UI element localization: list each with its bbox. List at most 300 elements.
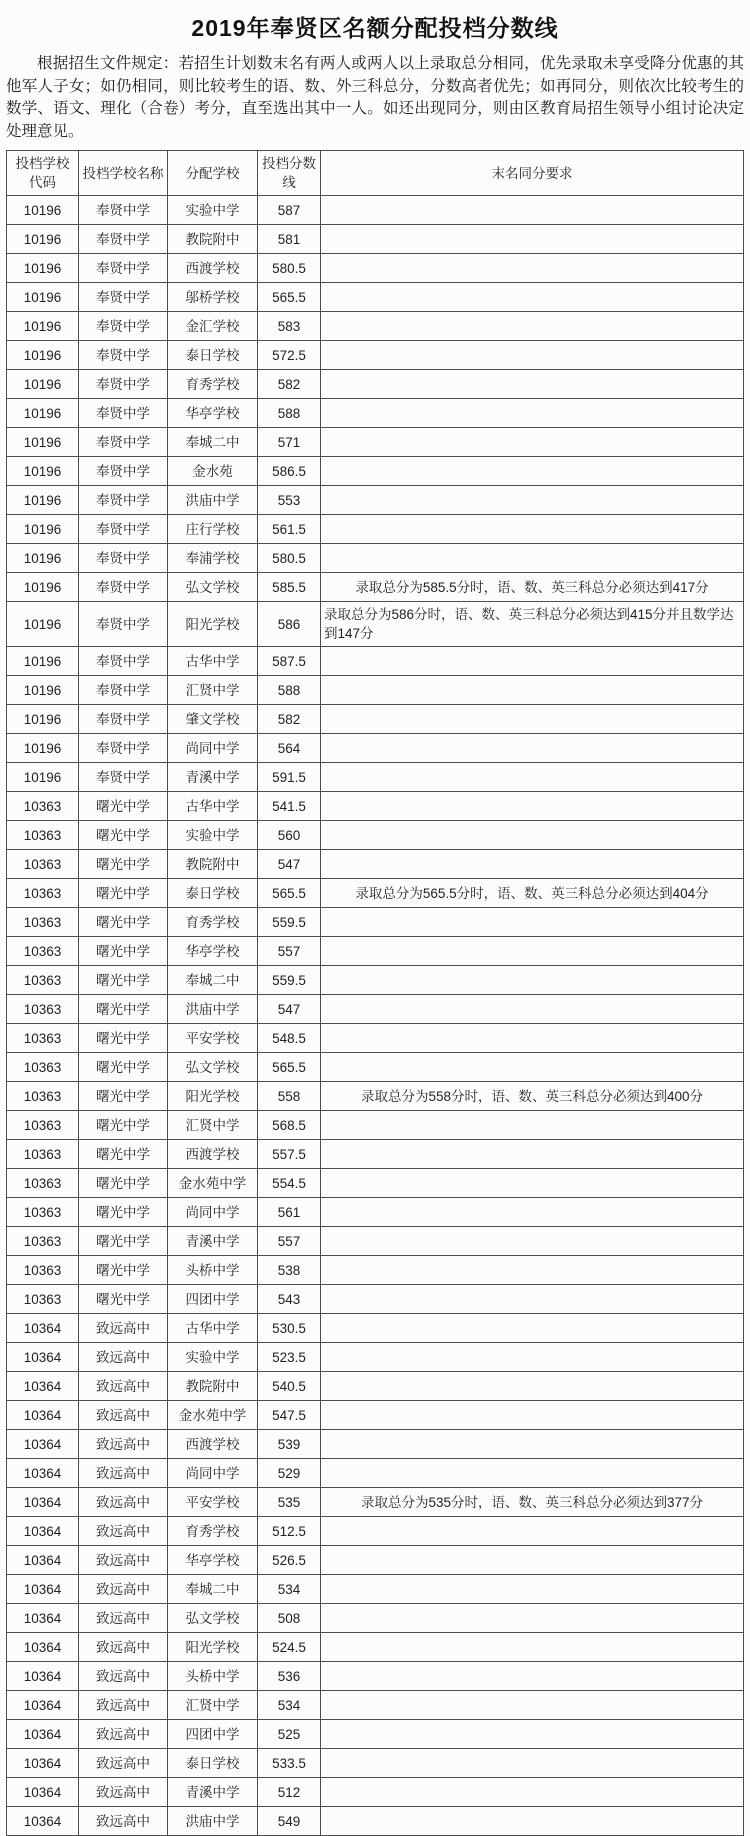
score-line-cell: 565.5 bbox=[258, 879, 321, 908]
school-name-cell: 曙光中学 bbox=[79, 995, 168, 1024]
school-code-cell: 10364 bbox=[7, 1720, 79, 1749]
table-row bbox=[7, 428, 744, 457]
school-code-cell: 10363 bbox=[7, 966, 79, 995]
school-code-cell: 10196 bbox=[7, 225, 79, 254]
header-allocated-school: 分配学校 bbox=[168, 151, 258, 196]
score-line-cell: 529 bbox=[258, 1459, 321, 1488]
score-line-cell: 564 bbox=[258, 734, 321, 763]
allocated-school-cell: 古华中学 bbox=[168, 792, 258, 821]
school-name-cell: 曙光中学 bbox=[79, 1285, 168, 1314]
allocated-school-cell: 金水苑 bbox=[168, 457, 258, 486]
allocated-school-cell: 实验中学 bbox=[168, 1343, 258, 1372]
table-row bbox=[7, 602, 744, 647]
score-line-cell: 582 bbox=[258, 705, 321, 734]
school-name-cell: 奉贤中学 bbox=[79, 457, 168, 486]
allocated-school-cell: 汇贤中学 bbox=[168, 1111, 258, 1140]
score-line-cell: 591.5 bbox=[258, 763, 321, 792]
school-code-cell: 10363 bbox=[7, 1111, 79, 1140]
allocated-school-cell: 四团中学 bbox=[168, 1720, 258, 1749]
school-name-cell: 奉贤中学 bbox=[79, 676, 168, 705]
remark-cell bbox=[321, 457, 744, 486]
allocated-school-cell: 实验中学 bbox=[168, 821, 258, 850]
school-code-cell: 10364 bbox=[7, 1691, 79, 1720]
allocated-school-cell: 平安学校 bbox=[168, 1024, 258, 1053]
school-code-cell: 10196 bbox=[7, 515, 79, 544]
score-line-cell: 540.5 bbox=[258, 1372, 321, 1401]
school-code-cell: 10363 bbox=[7, 850, 79, 879]
school-name-cell: 致远高中 bbox=[79, 1575, 168, 1604]
school-name-cell: 曙光中学 bbox=[79, 792, 168, 821]
table-row bbox=[7, 515, 744, 544]
header-school-code: 投档学校代码 bbox=[7, 151, 79, 196]
table-row bbox=[7, 544, 744, 573]
score-line-cell: 534 bbox=[258, 1691, 321, 1720]
school-name-cell: 致远高中 bbox=[79, 1401, 168, 1430]
school-name-cell: 曙光中学 bbox=[79, 821, 168, 850]
allocated-school-cell: 华亭学校 bbox=[168, 1546, 258, 1575]
school-code-cell: 10364 bbox=[7, 1807, 79, 1836]
remark-cell bbox=[321, 1256, 744, 1285]
remark-cell bbox=[321, 763, 744, 792]
allocated-school-cell: 洪庙中学 bbox=[168, 486, 258, 515]
table-row bbox=[7, 705, 744, 734]
remark-cell bbox=[321, 705, 744, 734]
school-code-cell: 10196 bbox=[7, 196, 79, 225]
remark-cell bbox=[321, 1546, 744, 1575]
table-row bbox=[7, 312, 744, 341]
school-code-cell: 10363 bbox=[7, 1285, 79, 1314]
score-line-cell: 538 bbox=[258, 1256, 321, 1285]
table-row bbox=[7, 1024, 744, 1053]
score-line-cell: 541.5 bbox=[258, 792, 321, 821]
remark-cell bbox=[321, 1401, 744, 1430]
allocated-school-cell: 庄行学校 bbox=[168, 515, 258, 544]
score-line-cell: 557.5 bbox=[258, 1140, 321, 1169]
school-code-cell: 10363 bbox=[7, 1256, 79, 1285]
remark-cell bbox=[321, 196, 744, 225]
score-line-cell: 572.5 bbox=[258, 341, 321, 370]
score-line-cell: 557 bbox=[258, 937, 321, 966]
school-code-cell: 10363 bbox=[7, 908, 79, 937]
remark-cell bbox=[321, 225, 744, 254]
remark-cell bbox=[321, 399, 744, 428]
table-header-row bbox=[7, 151, 744, 196]
table-row bbox=[7, 1169, 744, 1198]
remark-cell: 录取总分为558分时，语、数、英三科总分必须达到400分 bbox=[321, 1082, 744, 1111]
remark-cell bbox=[321, 1633, 744, 1662]
score-line-cell: 580.5 bbox=[258, 254, 321, 283]
school-code-cell: 10364 bbox=[7, 1546, 79, 1575]
school-name-cell: 致远高中 bbox=[79, 1691, 168, 1720]
table-row bbox=[7, 1343, 744, 1372]
table-row bbox=[7, 1720, 744, 1749]
remark-cell bbox=[321, 1575, 744, 1604]
header-school-name: 投档学校名称 bbox=[79, 151, 168, 196]
school-name-cell: 致远高中 bbox=[79, 1517, 168, 1546]
school-code-cell: 10196 bbox=[7, 341, 79, 370]
allocated-school-cell: 青溪中学 bbox=[168, 1778, 258, 1807]
remark-cell bbox=[321, 1430, 744, 1459]
score-line-cell: 568.5 bbox=[258, 1111, 321, 1140]
score-line-cell: 547 bbox=[258, 850, 321, 879]
table-row bbox=[7, 1633, 744, 1662]
table-row bbox=[7, 1662, 744, 1691]
score-line-cell: 587 bbox=[258, 196, 321, 225]
table-row bbox=[7, 1111, 744, 1140]
school-name-cell: 奉贤中学 bbox=[79, 647, 168, 676]
score-line-cell: 549 bbox=[258, 1807, 321, 1836]
table-row bbox=[7, 196, 744, 225]
remark-cell bbox=[321, 312, 744, 341]
remark-cell bbox=[321, 1285, 744, 1314]
school-name-cell: 致远高中 bbox=[79, 1372, 168, 1401]
allocated-school-cell: 弘文学校 bbox=[168, 1604, 258, 1633]
allocated-school-cell: 泰日学校 bbox=[168, 879, 258, 908]
school-name-cell: 致远高中 bbox=[79, 1343, 168, 1372]
school-code-cell: 10364 bbox=[7, 1575, 79, 1604]
remark-cell bbox=[321, 1111, 744, 1140]
remark-cell bbox=[321, 908, 744, 937]
allocated-school-cell: 育秀学校 bbox=[168, 370, 258, 399]
table-row bbox=[7, 676, 744, 705]
table-row bbox=[7, 734, 744, 763]
score-line-cell: 557 bbox=[258, 1227, 321, 1256]
remark-cell bbox=[321, 1227, 744, 1256]
school-code-cell: 10364 bbox=[7, 1459, 79, 1488]
school-code-cell: 10196 bbox=[7, 602, 79, 647]
school-name-cell: 奉贤中学 bbox=[79, 763, 168, 792]
school-code-cell: 10363 bbox=[7, 792, 79, 821]
allocated-school-cell: 阳光学校 bbox=[168, 1082, 258, 1111]
allocated-school-cell: 古华中学 bbox=[168, 1314, 258, 1343]
score-line-cell: 525 bbox=[258, 1720, 321, 1749]
allocated-school-cell: 育秀学校 bbox=[168, 908, 258, 937]
score-line-cell: 559.5 bbox=[258, 966, 321, 995]
remark-cell bbox=[321, 734, 744, 763]
remark-cell bbox=[321, 254, 744, 283]
score-line-cell: 565.5 bbox=[258, 1053, 321, 1082]
school-code-cell: 10196 bbox=[7, 544, 79, 573]
score-line-cell: 586 bbox=[258, 602, 321, 647]
table-row bbox=[7, 1807, 744, 1836]
allocated-school-cell: 汇贤中学 bbox=[168, 676, 258, 705]
remark-cell bbox=[321, 1720, 744, 1749]
table-row bbox=[7, 647, 744, 676]
school-name-cell: 致远高中 bbox=[79, 1546, 168, 1575]
school-name-cell: 奉贤中学 bbox=[79, 486, 168, 515]
score-line-cell: 533.5 bbox=[258, 1749, 321, 1778]
table-row bbox=[7, 1082, 744, 1111]
school-code-cell: 10196 bbox=[7, 457, 79, 486]
score-line-cell: 588 bbox=[258, 399, 321, 428]
school-code-cell: 10196 bbox=[7, 705, 79, 734]
school-code-cell: 10196 bbox=[7, 399, 79, 428]
remark-cell bbox=[321, 1604, 744, 1633]
table-row bbox=[7, 1314, 744, 1343]
allocated-school-cell: 尚同中学 bbox=[168, 1459, 258, 1488]
table-row bbox=[7, 283, 744, 312]
school-name-cell: 曙光中学 bbox=[79, 1169, 168, 1198]
school-name-cell: 致远高中 bbox=[79, 1778, 168, 1807]
table-row bbox=[7, 792, 744, 821]
table-row bbox=[7, 1401, 744, 1430]
remark-cell: 录取总分为585.5分时，语、数、英三科总分必须达到417分 bbox=[321, 573, 744, 602]
score-line-cell: 585.5 bbox=[258, 573, 321, 602]
school-name-cell: 奉贤中学 bbox=[79, 225, 168, 254]
score-line-cell: 512 bbox=[258, 1778, 321, 1807]
school-name-cell: 曙光中学 bbox=[79, 1140, 168, 1169]
score-line-cell: 560 bbox=[258, 821, 321, 850]
school-name-cell: 奉贤中学 bbox=[79, 705, 168, 734]
school-code-cell: 10364 bbox=[7, 1749, 79, 1778]
school-code-cell: 10363 bbox=[7, 1198, 79, 1227]
school-name-cell: 奉贤中学 bbox=[79, 734, 168, 763]
score-line-cell: 587.5 bbox=[258, 647, 321, 676]
table-row bbox=[7, 254, 744, 283]
table-row bbox=[7, 1546, 744, 1575]
allocated-school-cell: 金水苑中学 bbox=[168, 1169, 258, 1198]
school-code-cell: 10363 bbox=[7, 1227, 79, 1256]
allocated-school-cell: 青溪中学 bbox=[168, 763, 258, 792]
remark-cell bbox=[321, 850, 744, 879]
score-line-cell: 536 bbox=[258, 1662, 321, 1691]
score-line-cell: 553 bbox=[258, 486, 321, 515]
school-name-cell: 曙光中学 bbox=[79, 1256, 168, 1285]
school-name-cell: 致远高中 bbox=[79, 1459, 168, 1488]
header-score-line: 投档分数线 bbox=[258, 151, 321, 196]
remark-cell bbox=[321, 1372, 744, 1401]
school-name-cell: 曙光中学 bbox=[79, 850, 168, 879]
score-line-table bbox=[6, 150, 744, 1836]
school-code-cell: 10364 bbox=[7, 1662, 79, 1691]
school-code-cell: 10364 bbox=[7, 1401, 79, 1430]
school-code-cell: 10364 bbox=[7, 1488, 79, 1517]
score-line-cell: 534 bbox=[258, 1575, 321, 1604]
score-line-cell: 580.5 bbox=[258, 544, 321, 573]
table-row bbox=[7, 1488, 744, 1517]
school-name-cell: 曙光中学 bbox=[79, 1024, 168, 1053]
allocated-school-cell: 教院附中 bbox=[168, 850, 258, 879]
school-name-cell: 致远高中 bbox=[79, 1430, 168, 1459]
allocated-school-cell: 华亭学校 bbox=[168, 399, 258, 428]
allocated-school-cell: 邬桥学校 bbox=[168, 283, 258, 312]
allocated-school-cell: 奉城二中 bbox=[168, 966, 258, 995]
table-row bbox=[7, 486, 744, 515]
school-code-cell: 10196 bbox=[7, 676, 79, 705]
school-code-cell: 10196 bbox=[7, 486, 79, 515]
allocated-school-cell: 泰日学校 bbox=[168, 1749, 258, 1778]
school-code-cell: 10364 bbox=[7, 1430, 79, 1459]
score-line-cell: 523.5 bbox=[258, 1343, 321, 1372]
school-name-cell: 曙光中学 bbox=[79, 1198, 168, 1227]
score-line-cell: 565.5 bbox=[258, 283, 321, 312]
allocated-school-cell: 汇贤中学 bbox=[168, 1691, 258, 1720]
school-code-cell: 10196 bbox=[7, 647, 79, 676]
school-code-cell: 10363 bbox=[7, 1082, 79, 1111]
allocated-school-cell: 金汇学校 bbox=[168, 312, 258, 341]
school-code-cell: 10363 bbox=[7, 821, 79, 850]
score-line-cell: 508 bbox=[258, 1604, 321, 1633]
school-code-cell: 10196 bbox=[7, 763, 79, 792]
school-name-cell: 致远高中 bbox=[79, 1488, 168, 1517]
school-code-cell: 10363 bbox=[7, 1169, 79, 1198]
school-name-cell: 奉贤中学 bbox=[79, 515, 168, 544]
school-code-cell: 10363 bbox=[7, 1053, 79, 1082]
score-line-cell: 554.5 bbox=[258, 1169, 321, 1198]
allocated-school-cell: 阳光学校 bbox=[168, 1633, 258, 1662]
table-row bbox=[7, 1459, 744, 1488]
allocated-school-cell: 肇文学校 bbox=[168, 705, 258, 734]
remark-cell bbox=[321, 1053, 744, 1082]
school-code-cell: 10196 bbox=[7, 254, 79, 283]
remark-cell bbox=[321, 676, 744, 705]
school-name-cell: 曙光中学 bbox=[79, 966, 168, 995]
school-name-cell: 曙光中学 bbox=[79, 879, 168, 908]
table-row bbox=[7, 1372, 744, 1401]
school-name-cell: 奉贤中学 bbox=[79, 602, 168, 647]
remark-cell bbox=[321, 341, 744, 370]
school-name-cell: 致远高中 bbox=[79, 1807, 168, 1836]
score-line-cell: 561 bbox=[258, 1198, 321, 1227]
school-code-cell: 10364 bbox=[7, 1314, 79, 1343]
remark-cell bbox=[321, 1778, 744, 1807]
school-name-cell: 奉贤中学 bbox=[79, 312, 168, 341]
school-code-cell: 10363 bbox=[7, 879, 79, 908]
school-name-cell: 曙光中学 bbox=[79, 1053, 168, 1082]
table-body bbox=[7, 196, 744, 1836]
page-title: 2019年奉贤区名额分配投档分数线 bbox=[191, 15, 559, 41]
allocated-school-cell: 西渡学校 bbox=[168, 254, 258, 283]
remark-cell bbox=[321, 1343, 744, 1372]
school-name-cell: 致远高中 bbox=[79, 1314, 168, 1343]
table-row bbox=[7, 1198, 744, 1227]
remark-cell bbox=[321, 1140, 744, 1169]
table-row bbox=[7, 225, 744, 254]
school-name-cell: 奉贤中学 bbox=[79, 341, 168, 370]
score-line-cell: 559.5 bbox=[258, 908, 321, 937]
school-code-cell: 10363 bbox=[7, 1024, 79, 1053]
allocated-school-cell: 金水苑中学 bbox=[168, 1401, 258, 1430]
allocated-school-cell: 泰日学校 bbox=[168, 341, 258, 370]
allocated-school-cell: 实验中学 bbox=[168, 196, 258, 225]
school-code-cell: 10363 bbox=[7, 937, 79, 966]
score-line-cell: 535 bbox=[258, 1488, 321, 1517]
table-row bbox=[7, 1285, 744, 1314]
remark-cell bbox=[321, 428, 744, 457]
table-row bbox=[7, 850, 744, 879]
score-line-cell: 558 bbox=[258, 1082, 321, 1111]
school-name-cell: 曙光中学 bbox=[79, 908, 168, 937]
table-row bbox=[7, 1575, 744, 1604]
table-row bbox=[7, 763, 744, 792]
allocated-school-cell: 尚同中学 bbox=[168, 1198, 258, 1227]
allocated-school-cell: 弘文学校 bbox=[168, 1053, 258, 1082]
school-name-cell: 奉贤中学 bbox=[79, 573, 168, 602]
table-row bbox=[7, 1778, 744, 1807]
allocated-school-cell: 奉城二中 bbox=[168, 1575, 258, 1604]
school-name-cell: 致远高中 bbox=[79, 1633, 168, 1662]
table-row bbox=[7, 1604, 744, 1633]
remark-cell bbox=[321, 1198, 744, 1227]
remark-cell bbox=[321, 283, 744, 312]
school-code-cell: 10364 bbox=[7, 1778, 79, 1807]
score-line-cell: 581 bbox=[258, 225, 321, 254]
school-code-cell: 10196 bbox=[7, 428, 79, 457]
remark-cell bbox=[321, 821, 744, 850]
remark-cell bbox=[321, 995, 744, 1024]
school-name-cell: 奉贤中学 bbox=[79, 254, 168, 283]
remark-cell bbox=[321, 1749, 744, 1778]
school-name-cell: 曙光中学 bbox=[79, 1111, 168, 1140]
remark-cell bbox=[321, 1662, 744, 1691]
table-row bbox=[7, 908, 744, 937]
score-line-cell: 571 bbox=[258, 428, 321, 457]
table-row bbox=[7, 966, 744, 995]
school-code-cell: 10196 bbox=[7, 370, 79, 399]
score-line-cell: 583 bbox=[258, 312, 321, 341]
score-line-cell: 582 bbox=[258, 370, 321, 399]
school-name-cell: 曙光中学 bbox=[79, 937, 168, 966]
allocated-school-cell: 青溪中学 bbox=[168, 1227, 258, 1256]
allocated-school-cell: 古华中学 bbox=[168, 647, 258, 676]
remark-cell bbox=[321, 515, 744, 544]
remark-cell bbox=[321, 1169, 744, 1198]
table-row bbox=[7, 821, 744, 850]
score-line-cell: 539 bbox=[258, 1430, 321, 1459]
table-row bbox=[7, 370, 744, 399]
remark-cell bbox=[321, 1459, 744, 1488]
allocated-school-cell: 弘文学校 bbox=[168, 573, 258, 602]
remark-cell bbox=[321, 1024, 744, 1053]
remark-cell bbox=[321, 486, 744, 515]
allocated-school-cell: 奉城二中 bbox=[168, 428, 258, 457]
school-code-cell: 10363 bbox=[7, 1140, 79, 1169]
score-line-cell: 512.5 bbox=[258, 1517, 321, 1546]
allocated-school-cell: 平安学校 bbox=[168, 1488, 258, 1517]
score-line-cell: 547.5 bbox=[258, 1401, 321, 1430]
allocated-school-cell: 教院附中 bbox=[168, 1372, 258, 1401]
allocated-school-cell: 西渡学校 bbox=[168, 1430, 258, 1459]
table-row bbox=[7, 879, 744, 908]
school-code-cell: 10364 bbox=[7, 1372, 79, 1401]
allocated-school-cell: 教院附中 bbox=[168, 225, 258, 254]
remark-cell: 录取总分为565.5分时，语、数、英三科总分必须达到404分 bbox=[321, 879, 744, 908]
allocated-school-cell: 奉浦学校 bbox=[168, 544, 258, 573]
remark-cell bbox=[321, 544, 744, 573]
allocated-school-cell: 头桥中学 bbox=[168, 1256, 258, 1285]
remark-cell bbox=[321, 792, 744, 821]
school-name-cell: 奉贤中学 bbox=[79, 283, 168, 312]
remark-cell bbox=[321, 1314, 744, 1343]
admission-rule-paragraph: 根据招生文件规定：若招生计划数末名有两人或两人以上录取总分相同，优先录取未享受降分优惠的其他军人子女；如仍相同，则比较考生的语、数、外三科总分，分数高者优先；如再同分，则依次比较考生的数学、语文、理化（合卷）考分，直至选出其中一人。如还出现同分，则由区教育局招生领导小组讨论决定处理意见。 bbox=[6, 55, 744, 140]
score-line-cell: 524.5 bbox=[258, 1633, 321, 1662]
school-name-cell: 致远高中 bbox=[79, 1720, 168, 1749]
school-code-cell: 10364 bbox=[7, 1517, 79, 1546]
remark-cell bbox=[321, 370, 744, 399]
table-row bbox=[7, 1430, 744, 1459]
school-code-cell: 10364 bbox=[7, 1343, 79, 1372]
score-line-cell: 586.5 bbox=[258, 457, 321, 486]
table-row bbox=[7, 457, 744, 486]
allocated-school-cell: 尚同中学 bbox=[168, 734, 258, 763]
allocated-school-cell: 育秀学校 bbox=[168, 1517, 258, 1546]
table-row bbox=[7, 1256, 744, 1285]
allocated-school-cell: 洪庙中学 bbox=[168, 995, 258, 1024]
remark-cell bbox=[321, 1807, 744, 1836]
allocated-school-cell: 头桥中学 bbox=[168, 1662, 258, 1691]
table-row bbox=[7, 1053, 744, 1082]
score-line-cell: 548.5 bbox=[258, 1024, 321, 1053]
